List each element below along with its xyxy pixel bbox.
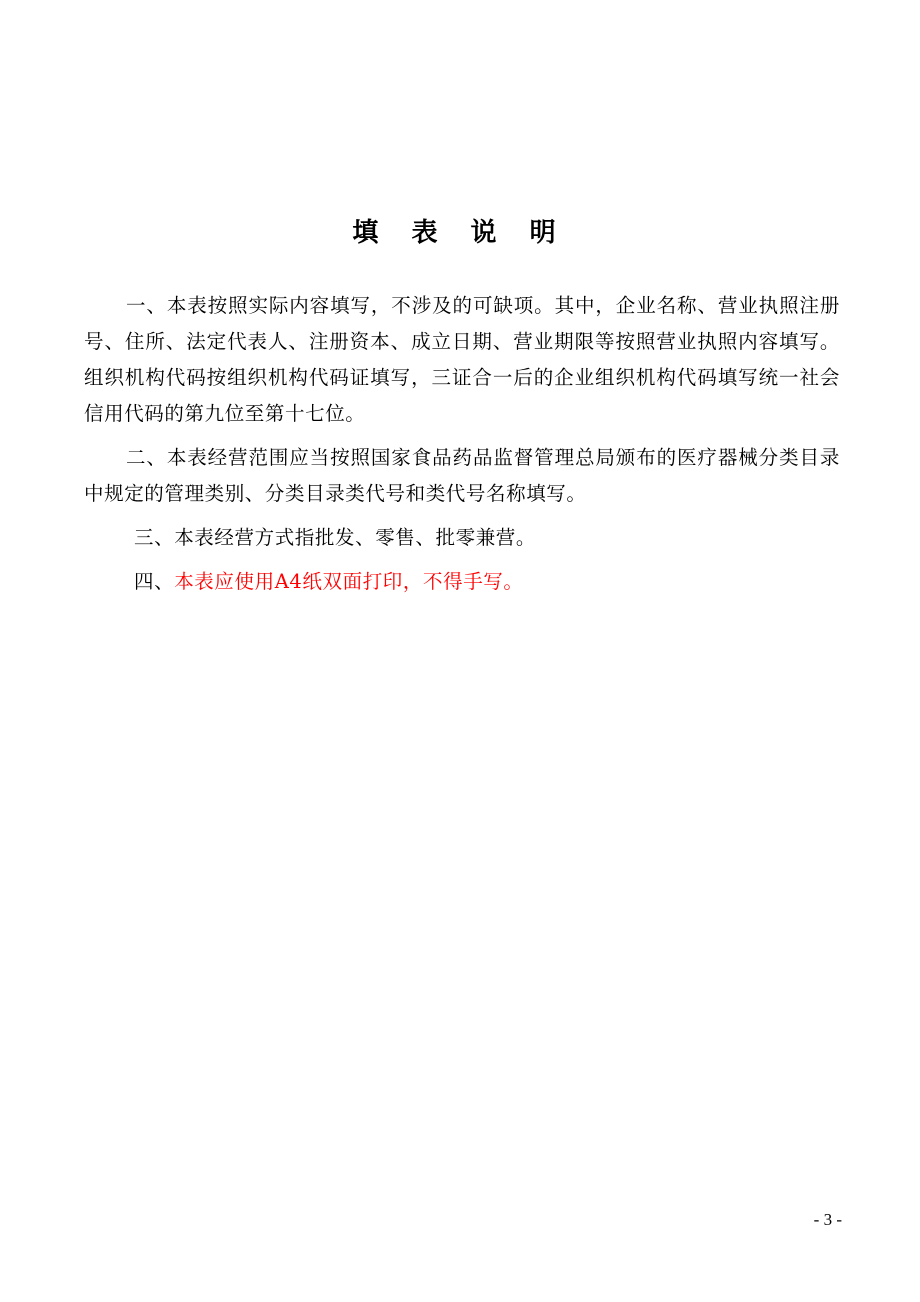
- instruction-paragraph-3: 三、本表经营方式指批发、零售、批零兼营。: [134, 526, 537, 549]
- instruction-paragraph-1: 一、本表按照实际内容填写，不涉及的可缺项。其中，企业名称、营业执照注册号、住所、法定代表人、注册资本、成立日期、营业期限等按照营业执照内容填写。组织机构代码按组织机构代码证填写，三证合一后的企业组织机构代码填写统一社会信用代码的第九位至第十七位。: [84, 294, 840, 425]
- document-title: 填 表 说 明: [352, 218, 568, 248]
- document-body: [84, 288, 840, 608]
- instruction-paragraph-4-highlight: 本表应使用A4纸双面打印，不得手写。: [174, 570, 524, 593]
- instruction-paragraph-4-prefix: 四、: [134, 570, 175, 593]
- instruction-paragraph-4: [84, 564, 840, 600]
- instruction-paragraph-2: 二、本表经营范围应当按照国家食品药品监督管理总局颁布的医疗器械分类目录中规定的管理类别、分类目录类代号和类代号名称填写。: [84, 446, 840, 505]
- page-number: - 3 -: [813, 1210, 842, 1229]
